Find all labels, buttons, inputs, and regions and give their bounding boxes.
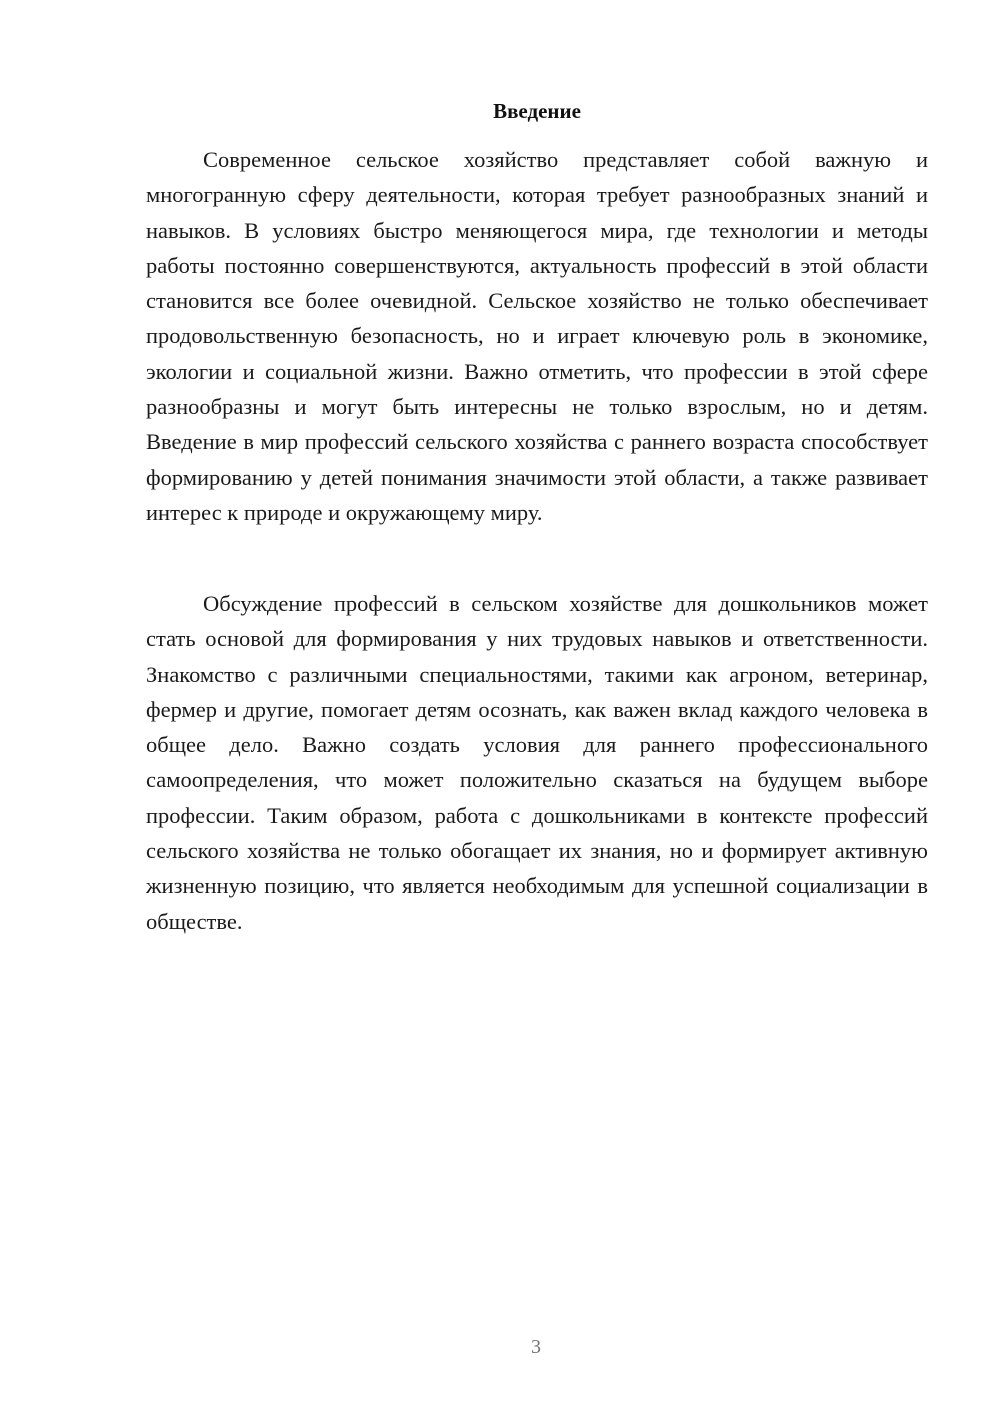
- paragraph-intro: Современное сельское хозяйство представляет собой важную и многогранную сферу деятельности, которая требует разнообразных знаний и навыков. В условиях быстро меняющегося мира, где технологии и методы работы постоянно совершенствуются, актуальность профессий в этой области становится все более очевидной. Сельское хозяйство не только обеспечивает продовольственную безопасность, но и играет ключевую роль в экономике, экологии и социальной жизни. Важно отметить, что профессии в этой сфере разнообразны и могут быть интересны не только взрослым, но и детям. Введение в мир профессий сельского хозяйства с раннего возраста способствует формированию у детей понимания значимости этой области, а также развивает интерес к природе и окружающему миру.: [146, 147, 928, 525]
- section-heading: Введение: [493, 99, 581, 123]
- page-number: 3: [531, 1336, 541, 1358]
- paragraph-preschool: Обсуждение профессий в сельском хозяйстве для дошкольников может стать основой для формирования у них трудовых навыков и ответственности. Знакомство с различными специальностями, такими как агроном, ветеринар, фермер и другие, помогает детям осознать, как важен вклад каждого человека в общее дело. Важно создать условия для раннего профессионального самоопределения, что может положительно сказаться на будущем выборе профессии. Таким образом, работа с дошкольниками в контексте профессий сельского хозяйства не только обогащает их знания, но и формирует активную жизненную позицию, что является необходимым для успешной социализации в обществе.: [146, 591, 928, 934]
